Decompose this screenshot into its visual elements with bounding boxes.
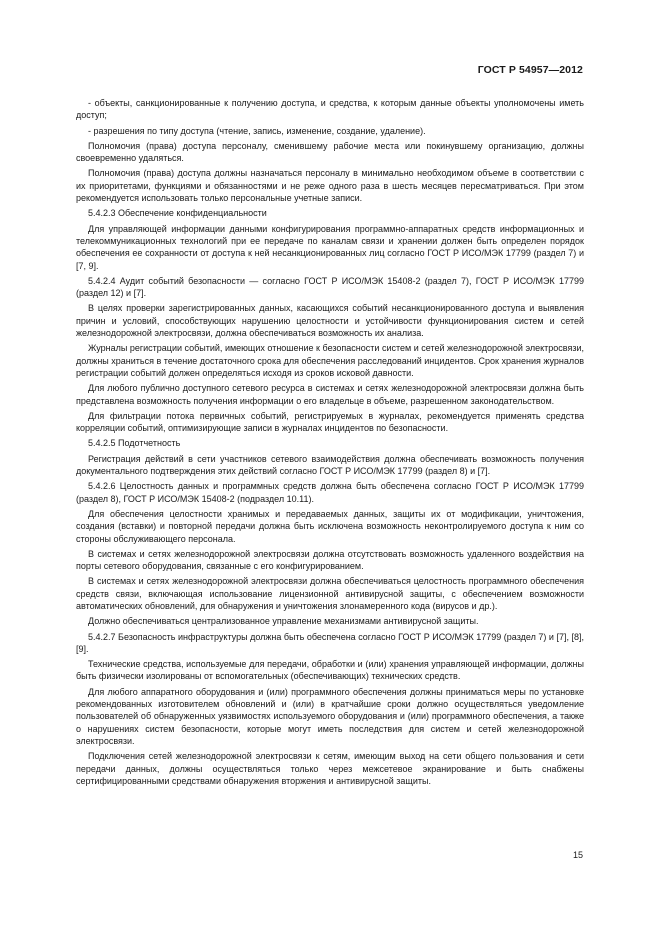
paragraph: - объекты, санкционированные к получению доступа, и средства, к которым данные объекты уполномочены иметь доступ;	[76, 98, 584, 121]
document-body	[76, 97, 584, 790]
paragraph: Для фильтрации потока первичных событий, регистрируемых в журналах, рекомендуется применять средства корреляции событий, оптимизирующие записи в журналах инцидентов по безопасности.	[76, 410, 584, 434]
paragraph: Подключения сетей железнодорожной электросвязи к сетям, имеющим выход на сети общего пользования и сети передачи данных, должны осуществляться только через межсетевое экранирование и быть снабжены сертифицированными средствами обнаружения вторжения и антивирусной защиты.	[76, 751, 584, 786]
paragraph: В системах и сетях железнодорожной электросвязи должна отсутствовать возможность удаленного воздействия на порты сетевого оборудования, связанные с его конфигурированием.	[76, 548, 584, 572]
paragraph: Технические средства, используемые для передачи, обработки и (или) хранения управляющей информации, должны быть физически изолированы от вспомогательных (обеспечивающих) технических средств.	[76, 659, 584, 682]
paragraph: Для любого публично доступного сетевого ресурса в системах и сетях железнодорожной электросвязи должна быть представлена возможность получения информации о его владельце в объеме, разрешенном законодательством.	[76, 383, 584, 406]
paragraph: Для любого аппаратного оборудования и (или) программного обеспечения должны приниматься меры по установке рекомендованных изготовителем обновлений и (или) в кратчайшие сроки должно осуществляться уведомление пользователей об обнаруженных уязвимостях используемого оборудования и (или) программного обеспечения, а также о нарушениях систем безопасности, которые могут иметь последствия для систем и сетей железнодорожной электросвязи.	[76, 686, 584, 746]
paragraph: Для обеспечения целостности хранимых и передаваемых данных, защиты их от модификации, уничтожения, создания (вставки) и повторной передачи должна быть исключена возможность неконтролируемого доступа к ним со стороны обслуживающего персонала.	[76, 508, 584, 544]
section-heading: 5.4.2.6 Целостность данных и программных средств должна быть обеспечена согласно ГОСТ Р ИСО/МЭК 17799 (раздел 8), ГОСТ Р ИСО/МЭК 15408-2 (подраздел 10.11).	[76, 481, 584, 504]
page-number: 15	[572, 850, 583, 860]
section-heading: 5.4.2.7 Безопасность инфраструктуры должна быть обеспечена согласно ГОСТ Р ИСО/МЭК 17799 (раздел 7) и [7], [8], [9].	[76, 631, 584, 654]
section-heading: 5.4.2.3 Обеспечение конфиденциальности	[88, 208, 267, 219]
paragraph: Полномочия (права) доступа персоналу, сменившему рабочие места или покинувшему организацию, должны своевременно удаляться.	[76, 140, 584, 164]
section-heading: 5.4.2.4 Аудит событий безопасности — согласно ГОСТ Р ИСО/МЭК 15408-2 (раздел 7), ГОСТ Р ИСО/МЭК 17799 (раздел 12) и [7].	[76, 275, 584, 299]
document-code-header: ГОСТ Р 54957—2012	[477, 64, 583, 76]
paragraph: Журналы регистрации событий, имеющих отношение к безопасности систем и сетей железнодорожной электросвязи, должны храниться в течение достаточного срока для обеспечения расследований инцидентов. Срок хранения журналов регистрации событий должен определяться исходя из сроков исковой давности.	[76, 343, 584, 378]
paragraph: Регистрация действий в сети участников сетевого взаимодействия должна обеспечивать возможность получения документального подтверждения этих действий согласно ГОСТ Р ИСО/МЭК 17799 (раздел 8) и [7].	[76, 453, 584, 477]
paragraph: В целях проверки зарегистрированных данных, касающихся событий несанкционированного доступа и выявления причин и условий, способствующих нарушению целостности и устойчивости функционирования систем и сетей железнодорожной электросвязи, должна обеспечиваться возможность их анализа.	[76, 303, 584, 339]
section-heading: 5.4.2.5 Подотчетность	[88, 438, 181, 449]
paragraph: Должно обеспечиваться централизованное управление механизмами антивирусной защиты.	[88, 616, 479, 627]
paragraph: Для управляющей информации данными конфигурирования программно-аппаратных средств информационных и телекоммуникационных технологий при ее передаче по каналам связи и хранении должен быть определен порядок обеспечения ее сохранности от доступа к ней несанкционированных лиц согласно ГОСТ Р ИСО/МЭК 17799 (раздел 7) и [7, 9].	[76, 223, 584, 271]
paragraph: В системах и сетях железнодорожной электросвязи должна обеспечиваться целостность программного обеспечения средств связи, включающая использование лицензионной антивирусной защиты, с обеспечением возможности автоматических обновлений, для обнаружения и уничтожения злонамеренного кода (вирусов и др.).	[76, 576, 584, 611]
paragraph: - разрешения по типу доступа (чтение, запись, изменение, создание, удаление).	[88, 125, 426, 136]
paragraph: Полномочия (права) доступа должны назначаться персоналу в минимально необходимом объеме в соответствии с их приоритетами, функциями и обязанностями и не реже одного раза в шесть месяцев пересматриваться. При этом рекомендуется использовать только персональные учетные записи.	[76, 168, 584, 204]
